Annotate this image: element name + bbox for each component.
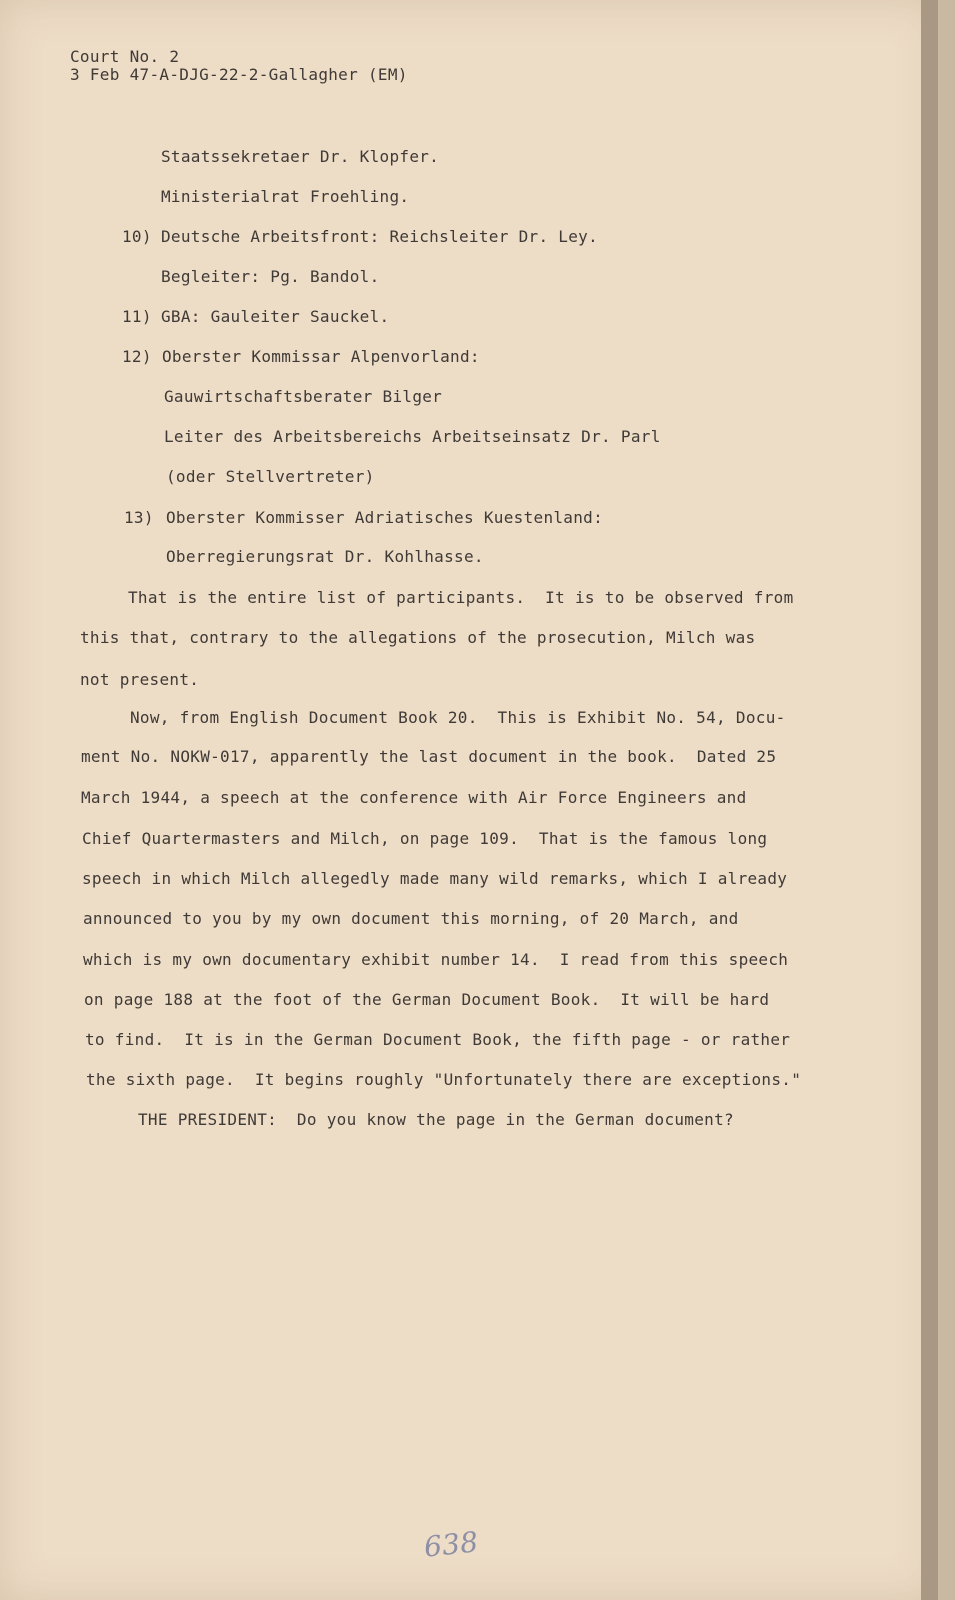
list-item: GBA: Gauleiter Sauckel.	[161, 307, 390, 326]
list-item: Deutsche Arbeitsfront: Reichsleiter Dr. Ley.	[161, 227, 599, 246]
document-header	[70, 48, 408, 84]
body-line: this that, contrary to the allegations of the prosecution, Milch was	[80, 628, 756, 647]
body-line: Chief Quartermasters and Milch, on page 109. That is the famous long	[82, 829, 768, 848]
list-item: Gauwirtschaftsberater Bilger	[164, 387, 443, 406]
list-item: Ministerialrat Froehling.	[161, 187, 410, 206]
body-line: March 1944, a speech at the conference with Air Force Engineers and	[81, 788, 747, 807]
list-item: Staatssekretaer Dr. Klopfer.	[161, 147, 440, 166]
body-line: announced to you by my own document this morning, of 20 March, and	[83, 909, 739, 928]
president-line: THE PRESIDENT: Do you know the page in the German document?	[138, 1110, 734, 1129]
body-line: ment No. NOKW-017, apparently the last document in the book. Dated 25	[81, 747, 777, 766]
list-number: 12)	[122, 347, 152, 366]
body-line: to find. It is in the German Document Book, the fifth page - or rather	[85, 1030, 791, 1049]
list-item: (oder Stellvertreter)	[166, 467, 375, 486]
list-item: Oberregierungsrat Dr. Kohlhasse.	[166, 547, 484, 566]
list-item: Begleiter: Pg. Bandol.	[161, 267, 380, 286]
court-number: Court No. 2	[70, 47, 180, 66]
body-line: on page 188 at the foot of the German Document Book. It will be hard	[84, 990, 770, 1009]
list-item: Oberster Kommisser Adriatisches Kuestenland:	[166, 508, 604, 527]
handwritten-page-number: 638	[422, 1525, 480, 1564]
list-item: Oberster Kommissar Alpenvorland:	[162, 347, 480, 366]
body-line: the sixth page. It begins roughly "Unfortunately there are exceptions."	[86, 1070, 802, 1089]
body-line: not present.	[80, 670, 200, 689]
body-line: which is my own documentary exhibit number 14. I read from this speech	[83, 950, 789, 969]
body-line: Now, from English Document Book 20. This is Exhibit No. 54, Docu-	[130, 708, 786, 727]
transcript-reference: 3 Feb 47-A-DJG-22-2-Gallagher (EM)	[70, 65, 408, 84]
list-number: 10)	[122, 227, 152, 246]
body-line: That is the entire list of participants. It is to be observed from	[128, 588, 794, 607]
page-edge	[921, 0, 938, 1600]
list-item: Leiter des Arbeitsbereichs Arbeitseinsatz Dr. Parl	[164, 427, 661, 446]
list-number: 13)	[124, 508, 154, 527]
list-number: 11)	[122, 307, 152, 326]
body-line: speech in which Milch allegedly made many wild remarks, which I already	[82, 869, 788, 888]
